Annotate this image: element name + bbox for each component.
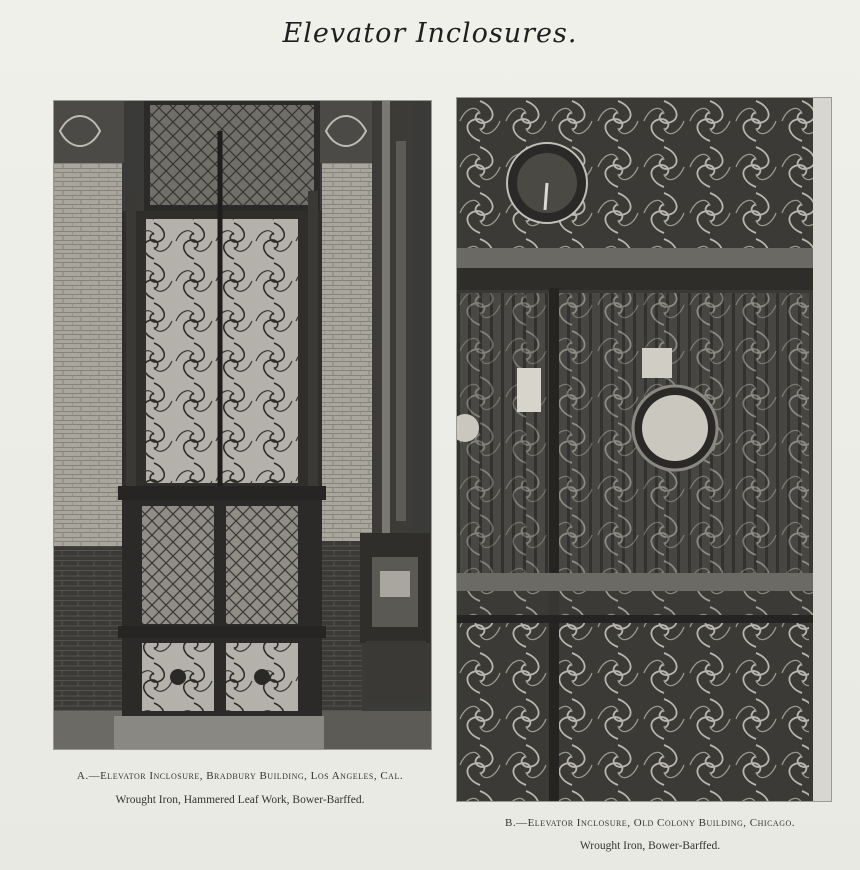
- elevator-photo-b: [457, 98, 831, 801]
- photo-plate-a: [54, 101, 431, 749]
- subcaption-a: Wrought Iron, Hammered Leaf Work, Bower-Barffed.: [115, 794, 365, 806]
- caption-b: B.—Elevator Inclosure, Old Colony Building, Chicago.: [504, 817, 795, 829]
- photo-plate-b: [457, 98, 831, 801]
- elevator-photo-a: [54, 101, 431, 749]
- caption-a: A.—Elevator Inclosure, Bradbury Building, Los Angeles, Cal.: [76, 770, 404, 782]
- page-title: Elevator Inclosures.: [282, 18, 578, 49]
- subcaption-b: Wrought Iron, Bower-Barffed.: [579, 840, 721, 852]
